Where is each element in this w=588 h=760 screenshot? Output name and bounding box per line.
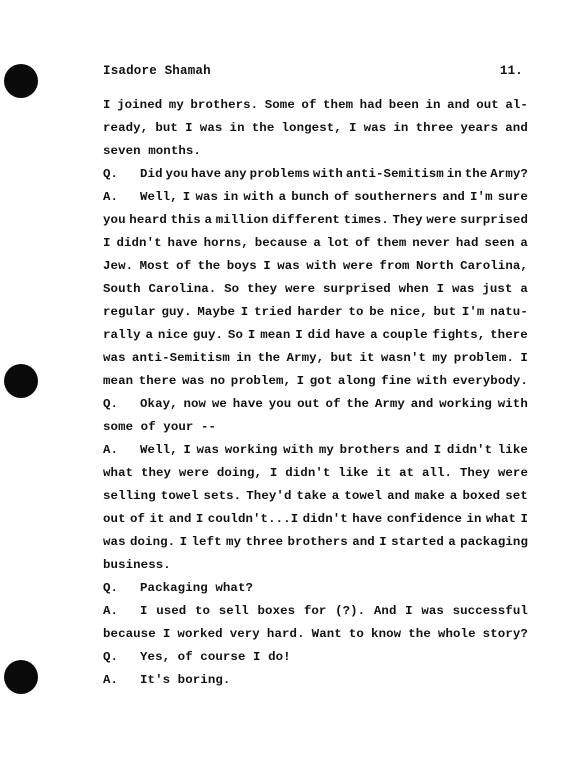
transcript-line-question [103, 646, 528, 669]
transcript-line: I joined my brothers. Some of them had been in and out al- [103, 98, 528, 112]
transcript-line-question [103, 577, 528, 600]
transcript-line: was doing. I left my three brothers and I started a packaging [103, 535, 528, 549]
line-text: business. [103, 558, 171, 572]
transcript-line: was anti-Semitism in the Army, but it wasn't my problem. I [103, 351, 528, 365]
binder-hole-bottom [4, 660, 38, 694]
transcript-line [103, 554, 528, 577]
line-text: Packaging what? [140, 581, 254, 595]
line-text: some of your -- [103, 420, 217, 434]
speaker-label: A. [103, 673, 119, 687]
transcript-line: I didn't have horns, because a lot of them never had seen a [103, 236, 528, 250]
transcript-line-answer: A. Well, I was in with a bunch of southerners and I'm sure [103, 186, 528, 209]
transcript-body [103, 94, 528, 692]
speaker-label: Q. [103, 397, 119, 411]
speaker-label: Q. [103, 650, 119, 664]
page-number: 11. [499, 64, 523, 78]
speaker-label: A. [103, 190, 119, 204]
page-header [103, 64, 523, 82]
transcript-line: because I worked very hard. Want to know the whole story? [103, 627, 528, 641]
transcript-line: regular guy. Maybe I tried harder to be nice, but I'm natu- [103, 305, 528, 319]
transcript-line-question: Q. Did you have any problems with anti-Semitism in the Army? [103, 163, 528, 186]
speaker-label: A. [103, 443, 119, 457]
transcript-line: ready, but I was in the longest, I was in three years and [103, 121, 528, 135]
binder-hole-middle [4, 364, 38, 398]
transcript-line: rally a nice guy. So I mean I did have a couple fights, there [103, 328, 528, 342]
transcript-line: South Carolina. So they were surprised when I was just a [103, 282, 528, 296]
binder-hole-top [4, 64, 38, 98]
transcript-line-answer [103, 669, 528, 692]
transcript-line-answer: A. Well, I was working with my brothers and I didn't like [103, 439, 528, 462]
transcript-line-question: Q. Okay, now we have you out of the Army and working with [103, 393, 528, 416]
interviewee-name: Isadore Shamah [103, 64, 211, 78]
transcript-line: selling towel sets. They'd take a towel and make a boxed set [103, 489, 528, 503]
line-text: seven months. [103, 144, 201, 158]
transcript-line: what they were doing, I didn't like it at all. They were [103, 466, 528, 480]
speaker-label: Q. [103, 167, 119, 181]
transcript-line: Jew. Most of the boys I was with were from North Carolina, [103, 259, 528, 273]
speaker-label: A. [103, 604, 119, 618]
transcript-line: out of it and I couldn't...I didn't have confidence in what I [103, 512, 528, 526]
line-text: Yes, of course I do! [140, 650, 291, 664]
line-text: It's boring. [140, 673, 231, 687]
transcript-line-answer: A. I used to sell boxes for (?). And I was successful [103, 600, 528, 623]
transcript-line [103, 140, 528, 163]
transcript-line: you heard this a million different times. They were surprised [103, 213, 528, 227]
speaker-label: Q. [103, 581, 119, 595]
transcript-line: mean there was no problem, I got along fine with everybody. [103, 374, 528, 388]
transcript-line [103, 416, 528, 439]
